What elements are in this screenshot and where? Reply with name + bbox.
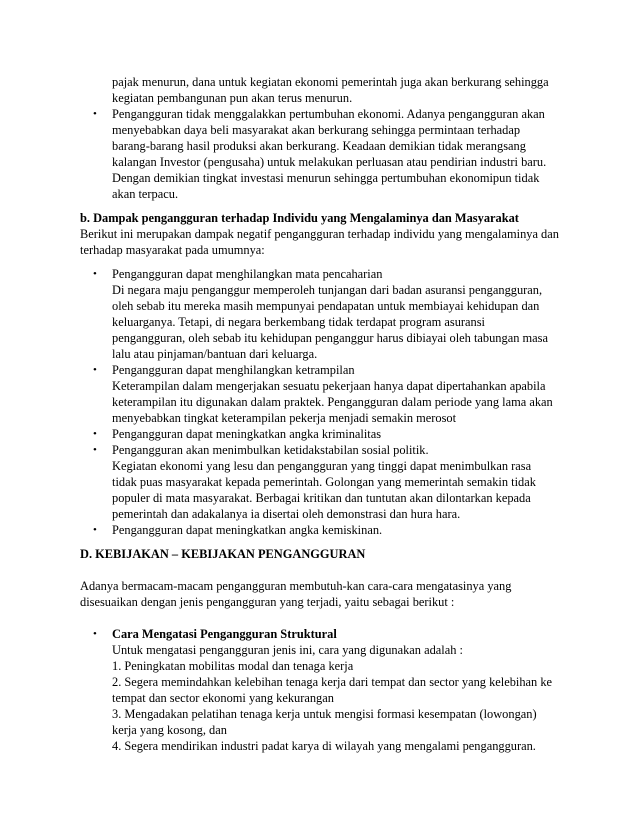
text-line: Keterampilan dalam mengerjakan sesuatu pekerjaan hanya dapat dipertahankan apabila [112,379,546,393]
paragraph-line: Berikut ini merupakan dampak negatif pengangguran terhadap individu yang mengalaminya dan [80,227,559,241]
text-line: menyebabkan tingkat keterampilan pekerja menjadi semakin merosot [112,411,457,425]
bullet-icon: • [93,108,97,120]
text-line: kegiatan pembangunan pun akan terus menurun. [112,91,353,105]
bullet-icon: • [93,364,97,376]
text-line: kalangan Investor (pengusaha) untuk melakukan perluasan atau pendirian industri baru. [112,155,547,169]
text-line: tidak puas masyarakat kepada pemerintah. Golongan yang memerintah semakin tidak [112,475,536,489]
section-heading: D. KEBIJAKAN – KEBIJAKAN PENGANGGURAN [80,547,366,561]
text-line: Untuk mengatasi pengangguran jenis ini, cara yang digunakan adalah : [112,643,463,657]
text-line: populer di mata masyarakat. Berbagai kritikan dan tuntutan akan dilontarkan kepada [112,491,531,505]
text-line: Pengangguran akan menimbulkan ketidakstabilan sosial politik. [112,443,429,457]
text-line: Pengangguran dapat menghilangkan mata pencaharian [112,267,383,281]
text-line: Pengangguran tidak menggalakkan pertumbuhan ekonomi. Adanya pengangguran akan [112,107,545,121]
bullet-icon: • [93,444,97,456]
bullet-icon: • [93,268,97,280]
text-line: oleh sebab itu mereka masih mempunyai pendapatan untuk membiayai kehidupan dan [112,299,540,313]
item-title: Cara Mengatasi Pengangguran Struktural [112,627,337,641]
text-line: pengangguran, oleh sebab itu kehidupan penganggur harus dibiayai oleh tabungan masa [112,331,548,345]
bullet-icon: • [93,524,97,536]
text-line: keluarganya. Tetapi, di negara berkembang tidak terdapat program asuransi [112,315,486,329]
text-line: Di negara maju penganggur memperoleh tunjangan dari badan asuransi pengangguran, [112,283,543,297]
text-line: lalu atau pinjaman/bantuan dari keluarga. [112,347,318,361]
text-line: keterampilan itu digunakan dalam praktek. Pengangguran dalam periode yang lama akan [112,395,553,409]
text-line: pajak menurun, dana untuk kegiatan ekonomi pemerintah juga akan berkurang sehingga [112,75,549,89]
text-line: Kegiatan ekonomi yang lesu dan pengangguran yang tinggi dapat menimbulkan rasa [112,459,532,473]
text-line: Pengangguran dapat meningkatkan angka kriminalitas [112,427,382,441]
text-line: 1. Peningkatan mobilitas modal dan tenaga kerja [112,659,354,673]
bullet-icon: • [93,428,97,440]
text-line: pemerintah dan adakalanya ia disertai oleh demonstrasi dan hura hara. [112,507,461,521]
bullet-icon: • [93,628,97,640]
text-line: 4. Segera mendirikan industri padat karya di wilayah yang mengalami pengangguran. [112,739,536,753]
paragraph-line: disesuaikan dengan jenis pengangguran yang terjadi, yaitu sebagai berikut : [80,595,455,609]
text-line: kerja yang kosong, dan [112,723,227,737]
text-line: tempat dan sector ekonomi yang kekurangan [112,691,334,705]
text-line: menyebabkan daya beli masyarakat akan berkurang sehingga permintaan terhadap [112,123,521,137]
text-line: Pengangguran dapat menghilangkan ketrampilan [112,363,355,377]
section-heading: b. Dampak pengangguran terhadap Individu yang Mengalaminya dan Masyarakat [80,211,519,225]
text-line: 2. Segera memindahkan kelebihan tenaga kerja dari tempat dan sector yang kelebihan ke [112,675,553,689]
text-line: barang-barang hasil produksi akan berkurang. Keadaan demikian tidak merangsang [112,139,526,153]
paragraph-line: terhadap masyarakat pada umumnya: [80,243,265,257]
text-line: Pengangguran dapat meningkatkan angka kemiskinan. [112,523,383,537]
paragraph-line: Adanya bermacam-macam pengangguran membutuh-kan cara-cara mengatasinya yang [80,579,512,593]
text-line: akan terpacu. [112,187,179,201]
text-line: 3. Mengadakan pelatihan tenaga kerja untuk mengisi formasi kesempatan (lowongan) [112,707,537,721]
text-line: Dengan demikian tingkat investasi menurun sehingga pertumbuhan ekonomipun tidak [112,171,540,185]
